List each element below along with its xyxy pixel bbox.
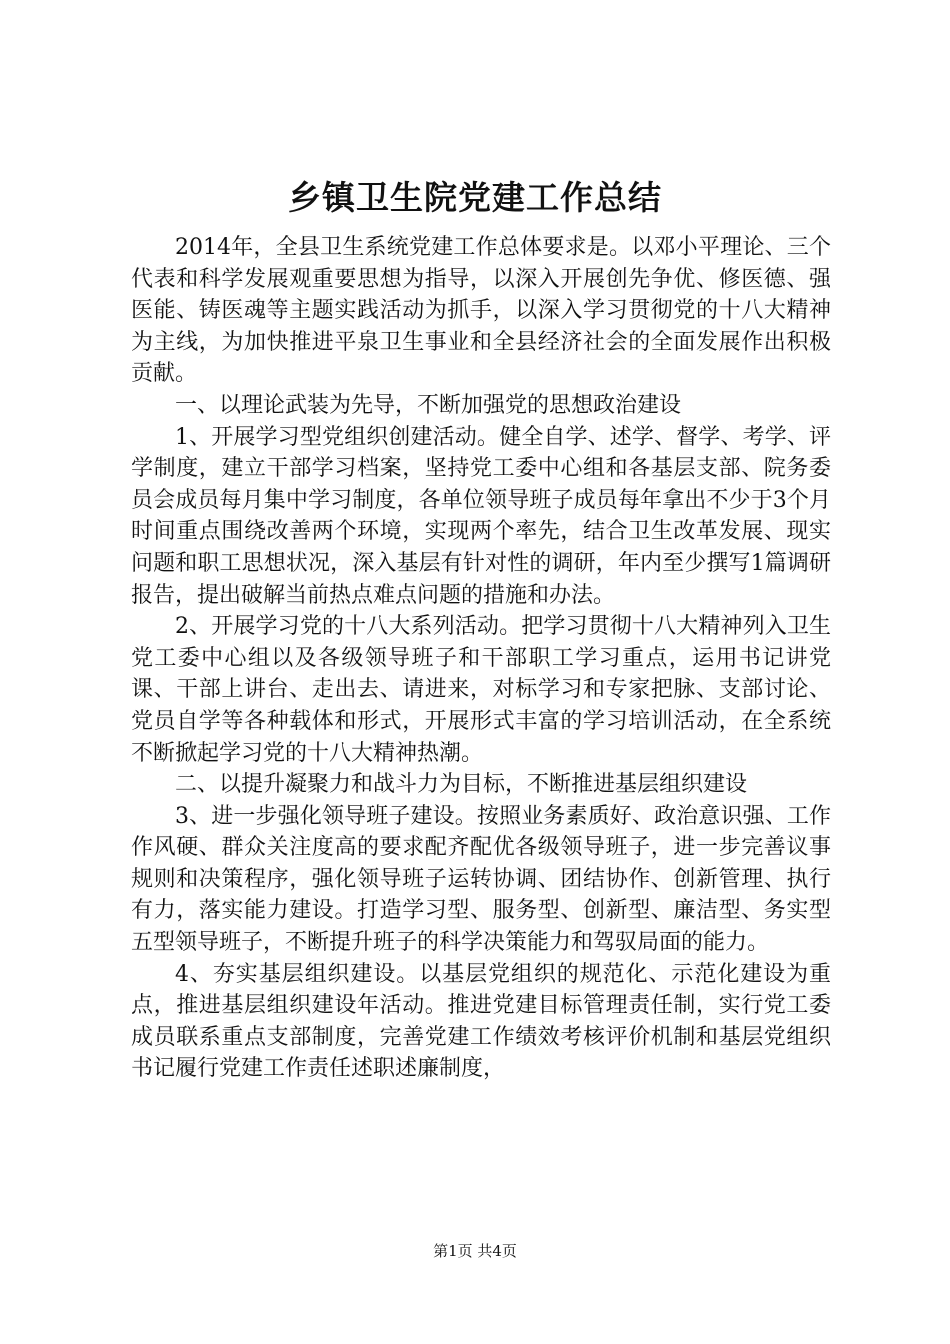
paragraph-item-2: 2、开展学习党的十八大系列活动。把学习贯彻十八大精神列入卫生党工委中心组以及各级领导班子和干部职工学习重点，运用书记讲党课、干部上讲台、走出去、请进来，对标学习和专家把脉、支部讨论、党员自学等各种载体和形式，开展形式丰富的学习培训活动，在全系统不断掀起学习党的十八大精神热潮。 [131, 614, 831, 766]
document-title: 乡镇卫生院党建工作总结 [288, 178, 662, 217]
paragraph-intro: 2014年，全县卫生系统党建工作总体要求是。以邓小平理论、三个代表和科学发展观重要思想为指导，以深入开展创先争优、修医德、强医能、铸医魂等主题实践活动为抓手，以深入学习贯彻党的十八大精神为主线，为加快推进平泉卫生事业和全县经济社会的全面发展作出积极贡献。 [131, 235, 831, 387]
paragraph-item-4: 4、夯实基层组织建设。以基层党组织的规范化、示范化建设为重点，推进基层组织建设年活动。推进党建目标管理责任制，实行党工委成员联系重点支部制度，完善党建工作绩效考核评价机制和基层党组织书记履行党建工作责任述职述廉制度， [131, 961, 831, 1082]
section-heading-1: 一、以理论武装为先导，不断加强党的思想政治建设 [175, 392, 682, 418]
page-number-footer: 第1页 共4页 [433, 1242, 517, 1260]
document-body [131, 232, 831, 1085]
paragraph-item-3: 3、进一步强化领导班子建设。按照业务素质好、政治意识强、工作作风硬、群众关注度高的要求配齐配优各级领导班子，进一步完善议事规则和决策程序，强化领导班子运转协调、团结协作、创新管理、执行有力，落实能力建设。打造学习型、服务型、创新型、廉洁型、务实型五型领导班子，不断提升班子的科学决策能力和驾驭局面的能力。 [131, 803, 831, 956]
section-heading-2: 二、以提升凝聚力和战斗力为目标，不断推进基层组织建设 [175, 772, 748, 798]
paragraph-item-1: 1、开展学习型党组织创建活动。健全自学、述学、督学、考学、评学制度，建立干部学习档案，坚持党工委中心组和各基层支部、院务委员会成员每月集中学习制度，各单位领导班子成员每年拿出不少于3个月时间重点围绕改善两个环境，实现两个率先，结合卫生改革发展、现实问题和职工思想状况，深入基层有针对性的调研，年内至少撰写1篇调研报告，提出破解当前热点难点问题的措施和办法。 [131, 424, 831, 608]
